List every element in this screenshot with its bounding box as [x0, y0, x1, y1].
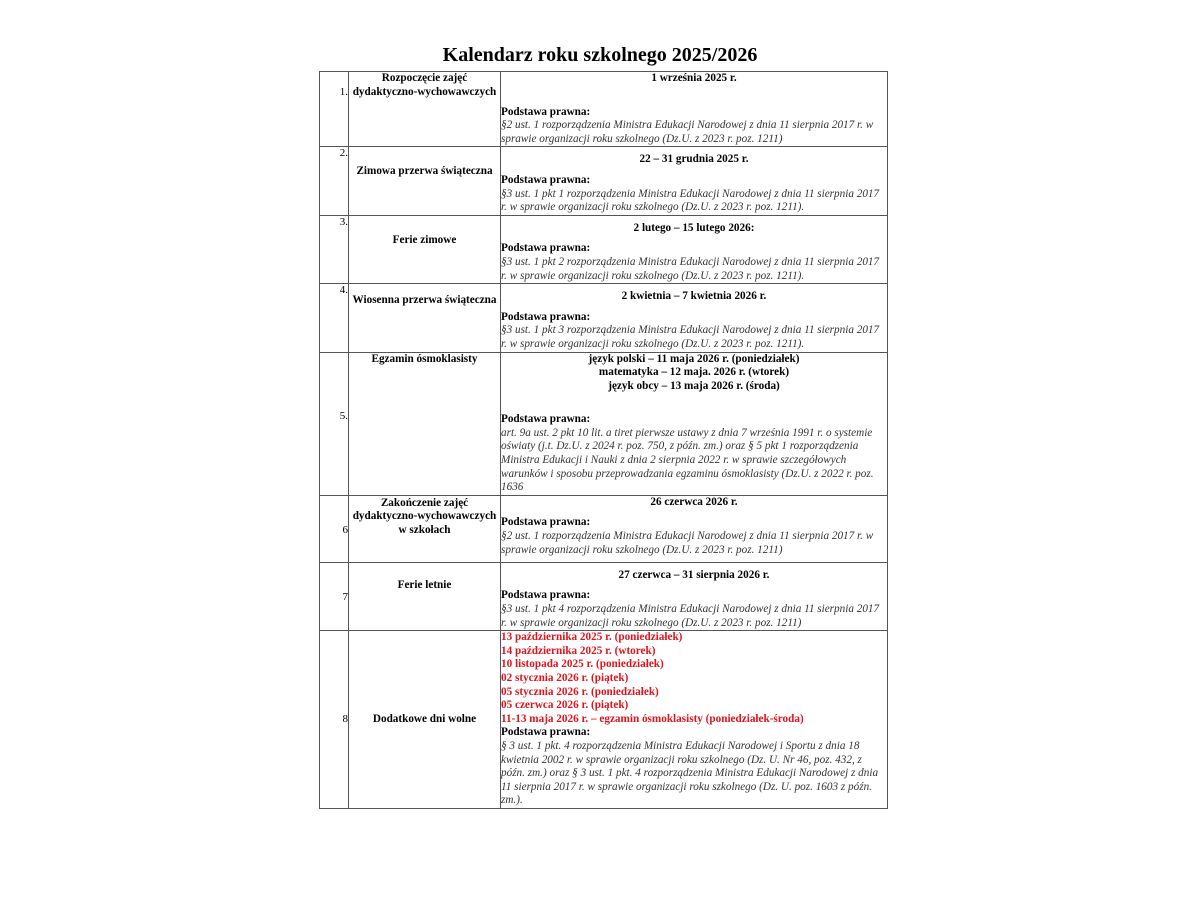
row-number: 3. — [320, 215, 349, 283]
event-date: 2 kwietnia – 7 kwietnia 2026 r. — [621, 290, 767, 303]
legal-basis-label: Podstawa prawna: — [501, 516, 591, 529]
table-row — [320, 72, 888, 147]
legal-basis-text: §3 ust. 1 pkt 3 rozporządzenia Ministra Edukacji Narodowej z dnia 11 sierpnia 2017 r. w sprawie organizacji roku szkolnego (Dz.U. z 2023 r. poz. 1211). — [501, 324, 880, 350]
event-details — [501, 147, 888, 215]
event-details — [501, 284, 888, 352]
legal-basis-label: Podstawa prawna: — [501, 173, 591, 186]
legal-basis-text: §3 ust. 1 pkt 4 rozporządzenia Ministra Edukacji Narodowej z dnia 11 sierpnia 2017 r. w sprawie organizacji roku szkolnego (Dz.U. z 2023 r. poz. 1211) — [501, 603, 880, 629]
legal-basis-label: Podstawa prawna: — [501, 413, 591, 426]
legal-basis-text: § 3 ust. 1 pkt. 4 rozporządzenia Ministra Edukacji Narodowej i Sportu z dnia 18 kwietnia 2002 r. w sprawie organizacji roku szkolnego (Dz. U. Nr 46, poz. 432, z późn. zm.) oraz § 3 ust. 1 pkt. 4 rozporządzenia Ministra Edukacji Narodowej z dnia 11 sierpnia 2017 r. w sprawie organizacji roku szkolnego (Dz. U. poz. 1603 z późn. zm.). — [501, 739, 879, 807]
event-date: 22 – 31 grudnia 2025 r. — [639, 153, 749, 166]
row-number: 8 — [320, 631, 349, 809]
legal-basis-label: Podstawa prawna: — [501, 726, 591, 739]
event-name: Dodatkowe dni wolne — [349, 631, 501, 809]
day-off-item: 10 listopada 2025 r. (poniedziałek) — [501, 658, 664, 671]
event-details — [501, 562, 888, 630]
event-date: 27 czerwca – 31 sierpnia 2026 r. — [618, 568, 770, 581]
event-date: 2 lutego – 15 lutego 2026: — [633, 221, 755, 234]
table-row — [320, 147, 888, 215]
event-details — [501, 495, 888, 562]
event-details — [501, 352, 888, 495]
row-number: 5. — [320, 352, 349, 495]
event-details — [501, 72, 888, 147]
day-off-item: 13 października 2025 r. (poniedziałek) — [501, 631, 683, 644]
day-off-item: 11-13 maja 2026 r. – egzamin ósmoklasisty (poniedziałek-środa) — [501, 712, 804, 725]
row-number: 4. — [320, 284, 349, 352]
row-number: 2. — [320, 147, 349, 215]
table-row — [320, 352, 888, 495]
event-date: język polski – 11 maja 2026 r. (poniedziałek) — [588, 352, 800, 365]
event-name: Zimowa przerwa świąteczna — [349, 147, 501, 215]
row-number: 1. — [320, 72, 349, 147]
legal-basis-text: §3 ust. 1 pkt 1 rozporządzenia Ministra Edukacji Narodowej z dnia 11 sierpnia 2017 r. w sprawie organizacji roku szkolnego (Dz.U. z 2023 r. poz. 1211). — [501, 187, 880, 214]
legal-basis-text: §3 ust. 1 pkt 2 rozporządzenia Ministra Edukacji Narodowej z dnia 11 sierpnia 2017 r. w sprawie organizacji roku szkolnego (Dz.U. z 2023 r. poz. 1211). — [501, 255, 880, 282]
legal-basis-label: Podstawa prawna: — [501, 105, 591, 118]
day-off-item: 05 stycznia 2026 r. (poniedziałek) — [501, 685, 659, 698]
table-row — [320, 215, 888, 283]
row-number: 6 — [320, 495, 349, 562]
event-details — [501, 215, 888, 283]
legal-basis-text: §2 ust. 1 rozporządzenia Ministra Edukacji Narodowej z dnia 11 sierpnia 2017 r. w sprawie organizacji roku szkolnego (Dz.U. z 2023 r. poz. 1211) — [501, 530, 874, 556]
day-off-item: 05 czerwca 2026 r. (piątek) — [501, 699, 629, 712]
school-calendar-table — [319, 71, 888, 809]
legal-basis-text: §2 ust. 1 rozporządzenia Ministra Edukacji Narodowej z dnia 11 sierpnia 2017 r. w sprawie organizacji roku szkolnego (Dz.U. z 2023 r. poz. 1211) — [501, 119, 874, 145]
event-name: Wiosenna przerwa świąteczna — [349, 284, 501, 352]
table-row — [320, 562, 888, 630]
row-number: 7 — [320, 562, 349, 630]
table-row — [320, 631, 888, 809]
legal-basis-label: Podstawa prawna: — [501, 242, 591, 255]
table-row — [320, 284, 888, 352]
event-name: Ferie letnie — [349, 562, 501, 630]
legal-basis-label: Podstawa prawna: — [501, 310, 591, 323]
event-name: Ferie zimowe — [349, 215, 501, 283]
event-date: język obcy – 13 maja 2026 r. (środa) — [608, 379, 780, 392]
page-title: Kalendarz roku szkolnego 2025/2026 — [442, 44, 758, 66]
event-date: matematyka – 12 maja. 2026 r. (wtorek) — [598, 366, 790, 379]
event-details — [501, 631, 888, 809]
day-off-item: 02 stycznia 2026 r. (piątek) — [501, 672, 629, 684]
day-off-item: 14 października 2025 r. (wtorek) — [501, 644, 656, 657]
legal-basis-label: Podstawa prawna: — [501, 589, 591, 602]
legal-basis-text: art. 9a ust. 2 pkt 10 lit. a tiret pierwsze ustawy z dnia 7 września 1991 r. o systemie oświaty (j.t. Dz.U. z 2024 r. poz. 750, z późn. zm.) oraz § 5 pkt 1 rozporządzenia Ministra Edukacji i Nauki z dnia 2 sierpnia 2022 r. w sprawie szczegółowych warunków i sposobu przeprowadzania egzaminu ósmoklasisty (Dz.U. z 2022 r. poz. 1636 — [501, 426, 874, 494]
table-row — [320, 495, 888, 562]
event-name: Egzamin ósmoklasisty — [349, 352, 501, 495]
event-name: Zakończenie zajęć dydaktyczno-wychowawczych w szkołach — [349, 495, 501, 562]
event-name: Rozpoczęcie zajęć dydaktyczno-wychowawczych — [349, 72, 501, 147]
event-date: 1 września 2025 r. — [651, 72, 737, 84]
event-date: 26 czerwca 2026 r. — [650, 495, 738, 508]
